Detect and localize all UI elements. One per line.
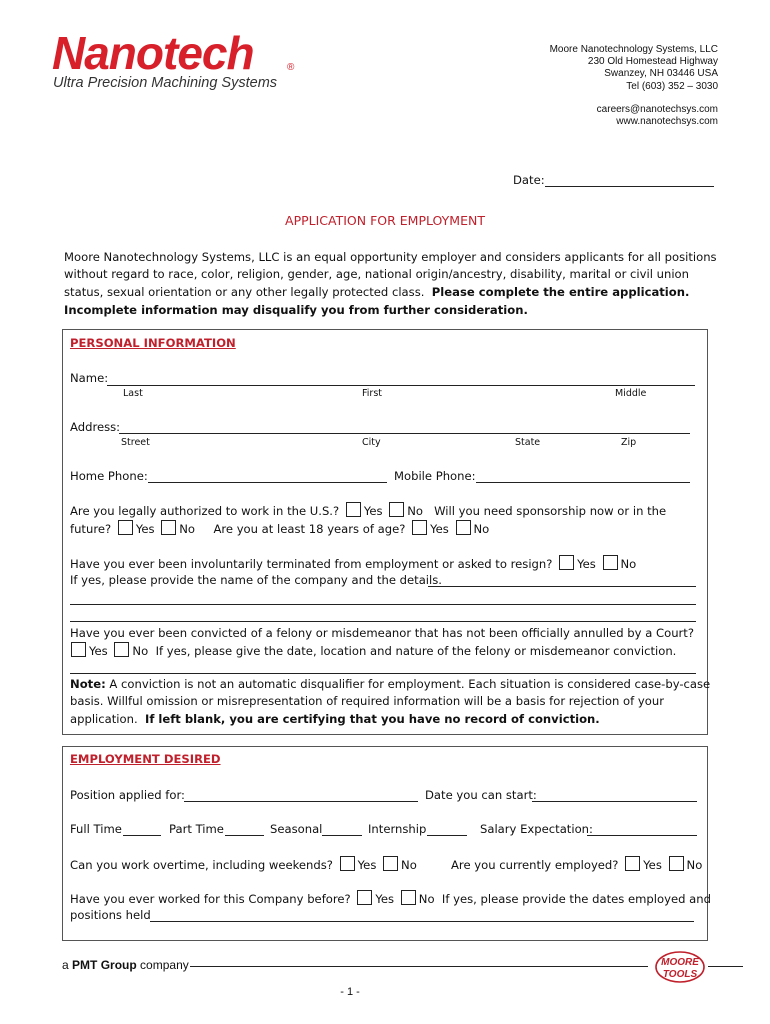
note-line-3: application. If left blank, you are certifying that you have no record of conviction.: [70, 712, 600, 726]
address-sub-state: State: [515, 437, 541, 448]
employment-desired-heading: EMPLOYMENT DESIRED: [70, 752, 221, 766]
sponsor-age-row: future? Yes No Are you at least 18 years of age? Yes No: [70, 522, 490, 536]
note-line-1: Note: A conviction is not an automatic disqualifier for employment. Each situation is considered case-by-case: [70, 677, 711, 691]
termination-detail-field-1[interactable]: [428, 574, 696, 587]
nanotech-logo: Nanotech: [52, 27, 254, 79]
intro-line-3: status, sexual orientation or any other legally protected class. Please complete the entire application.: [64, 285, 690, 299]
company-web[interactable]: www.nanotechsys.com: [616, 116, 718, 128]
termination-yes-checkbox[interactable]: [559, 555, 574, 570]
felony-no-checkbox[interactable]: [114, 642, 129, 657]
company-tel: Tel (603) 352 – 3030: [626, 80, 718, 92]
internship-label: Internship: [368, 822, 427, 836]
overtime-yes-checkbox[interactable]: [340, 856, 355, 871]
felony-row: Yes No If yes, please give the date, location and nature of the felony or misdemeanor conviction.: [68, 642, 676, 661]
felony-yes-checkbox[interactable]: [71, 642, 86, 657]
positions-held-label: positions held: [70, 908, 151, 922]
address-label: Address:: [70, 420, 121, 434]
work-auth-row: Are you legally authorized to work in the U.S.? Yes No Will you need sponsorship now or in the: [70, 504, 667, 518]
termination-detail-label: If yes, please provide the name of the company and the details.: [70, 573, 442, 587]
employed-no-checkbox[interactable]: [669, 856, 684, 871]
part-time-field[interactable]: [225, 823, 264, 836]
company-street: 230 Old Homestead Highway: [587, 56, 718, 68]
positions-held-field[interactable]: [150, 909, 694, 922]
home-phone-field[interactable]: [148, 470, 387, 483]
felony-question: Have you ever been convicted of a felony or misdemeanor that has not been officially annulled by a Court?: [70, 626, 695, 640]
company-email[interactable]: careers@nanotechsys.com: [596, 103, 718, 115]
employed-row: Are you currently employed? Yes No: [451, 858, 703, 872]
svg-text:TOOLS: TOOLS: [662, 969, 698, 980]
intro-line-2: without regard to race, color, religion, gender, age, national origin/ancestry, disability, marital or civil union: [64, 267, 689, 281]
termination-row: Have you ever been involuntarily terminated from employment or asked to resign? Yes No: [70, 557, 637, 571]
work-auth-yes-checkbox[interactable]: [346, 502, 361, 517]
overtime-row: Can you work overtime, including weekends? Yes No: [70, 858, 417, 872]
footer-rule-right: [708, 966, 743, 967]
registered-mark: ®: [287, 62, 295, 73]
page-number: - 1 -: [340, 986, 360, 998]
work-auth-no-checkbox[interactable]: [389, 502, 404, 517]
home-phone-label: Home Phone:: [70, 469, 148, 483]
mobile-phone-label: Mobile Phone:: [394, 469, 476, 483]
position-label: Position applied for:: [70, 788, 185, 802]
sponsor-no-checkbox[interactable]: [161, 520, 176, 535]
date-field[interactable]: [545, 174, 714, 187]
termination-no-checkbox[interactable]: [603, 555, 618, 570]
mobile-phone-field[interactable]: [476, 470, 690, 483]
start-date-label: Date you can start:: [425, 788, 537, 802]
footer-company: a PMT Group company: [62, 958, 189, 972]
age-yes-checkbox[interactable]: [412, 520, 427, 535]
company-city: Swanzey, NH 03446 USA: [604, 68, 718, 80]
termination-detail-field-2[interactable]: [70, 592, 696, 605]
name-field[interactable]: [107, 373, 695, 386]
worked-yes-checkbox[interactable]: [357, 890, 372, 905]
full-time-field[interactable]: [123, 823, 161, 836]
company-name: Moore Nanotechnology Systems, LLC: [549, 44, 718, 55]
name-label: Name:: [70, 371, 109, 385]
svg-text:MOORE: MOORE: [661, 957, 699, 968]
company-address: [550, 44, 718, 128]
tagline: Ultra Precision Machining Systems: [53, 75, 278, 91]
address-sub-city: City: [362, 437, 381, 448]
position-field[interactable]: [184, 789, 418, 802]
salary-label: Salary Expectation:: [480, 822, 593, 836]
internship-field[interactable]: [427, 823, 467, 836]
note-line-2: basis. Willful omission or misrepresentation of required information will be a basis for rejection of your: [70, 694, 664, 708]
salary-field[interactable]: [587, 823, 697, 836]
start-date-field[interactable]: [532, 789, 697, 802]
name-sub-first: First: [362, 388, 382, 399]
personal-info-heading: PERSONAL INFORMATION: [70, 336, 236, 350]
full-time-label: Full Time: [70, 822, 122, 836]
date-label: Date:: [513, 173, 545, 187]
address-sub-zip: Zip: [621, 437, 637, 448]
overtime-no-checkbox[interactable]: [383, 856, 398, 871]
seasonal-label: Seasonal: [270, 822, 323, 836]
sponsor-yes-checkbox[interactable]: [118, 520, 133, 535]
termination-detail-field-3[interactable]: [70, 609, 696, 622]
age-no-checkbox[interactable]: [456, 520, 471, 535]
address-field[interactable]: [119, 421, 690, 434]
intro-line-1: Moore Nanotechnology Systems, LLC is an equal opportunity employer and considers applicants for all positions: [64, 250, 717, 264]
worked-no-checkbox[interactable]: [401, 890, 416, 905]
name-sub-middle: Middle: [615, 388, 647, 399]
footer-rule-left: [190, 966, 648, 967]
name-sub-last: Last: [123, 388, 143, 399]
part-time-label: Part Time: [169, 822, 224, 836]
seasonal-field[interactable]: [322, 823, 362, 836]
worked-before-row: Have you ever worked for this Company before? Yes No If yes, please provide the dates employed and: [70, 892, 711, 906]
page-title: APPLICATION FOR EMPLOYMENT: [285, 213, 485, 228]
moore-tools-logo: [654, 950, 706, 984]
intro-line-4: Incomplete information may disqualify you from further consideration.: [64, 303, 528, 317]
felony-detail-field[interactable]: [70, 661, 696, 674]
address-sub-street: Street: [121, 437, 150, 448]
employed-yes-checkbox[interactable]: [625, 856, 640, 871]
